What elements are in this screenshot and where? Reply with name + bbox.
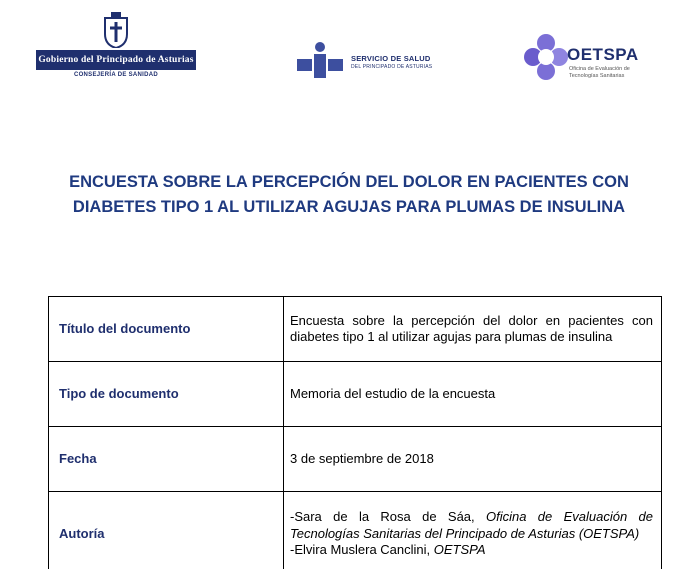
author-2-name: -Elvira Muslera Canclini, [290,542,434,558]
sespa-sub: DEL PRINCIPADO DE ASTURIAS [351,64,433,70]
document-title [30,170,668,220]
sespa-name: SERVICIO DE SALUD [351,54,431,63]
sespa-logo [297,42,447,78]
author-1-org: Oficina de Evaluación de Tecnologías Sanitarias del Principado de Asturias (OETSPA) [290,509,654,541]
gobierno-logo [36,12,196,78]
flower-icon [523,33,569,83]
title-line-2: DIABETES TIPO 1 AL UTILIZAR AGUJAS PARA PLUMAS DE INSULINA [72,198,626,216]
row-value [284,492,662,569]
row-value: 3 de septiembre de 2018 [284,427,662,492]
document-info-table [48,296,662,569]
oetspa-desc-2: Tecnologías Sanitarias [569,73,625,79]
oetspa-desc-1: Oficina de Evaluación de [569,66,630,72]
row-value: Memoria del estudio de la encuesta [284,362,662,427]
row-label: Tipo de documento [49,362,284,427]
title-line-1: ENCUESTA SOBRE LA PERCEPCIÓN DEL DOLOR EN PACIENTES CON [69,173,629,191]
table-row [49,297,662,362]
coat-of-arms-icon [103,12,129,48]
consejeria-name: CONSEJERÍA DE SANIDAD [73,72,159,78]
row-label: Título del documento [49,297,284,362]
header-logos [0,0,698,110]
row-label: Autoría [49,492,284,569]
cross-icon [297,42,343,78]
oetspa-name: OETSPA [567,45,639,64]
gobierno-name: Gobierno del Principado de Asturias [36,50,196,70]
row-value: Encuesta sobre la percepción del dolor en pacientes con diabetes tipo 1 al utilizar agujas para plumas de insulina [284,297,662,362]
author-1 [290,509,653,542]
table-row [49,492,662,569]
row-label: Fecha [49,427,284,492]
oetspa-logo [523,33,663,83]
table-row [49,427,662,492]
author-2-org: OETSPA [433,542,486,558]
author-1-name: -Sara de la Rosa de Sáa, [290,509,486,525]
table-row [49,362,662,427]
author-2 [290,542,653,559]
